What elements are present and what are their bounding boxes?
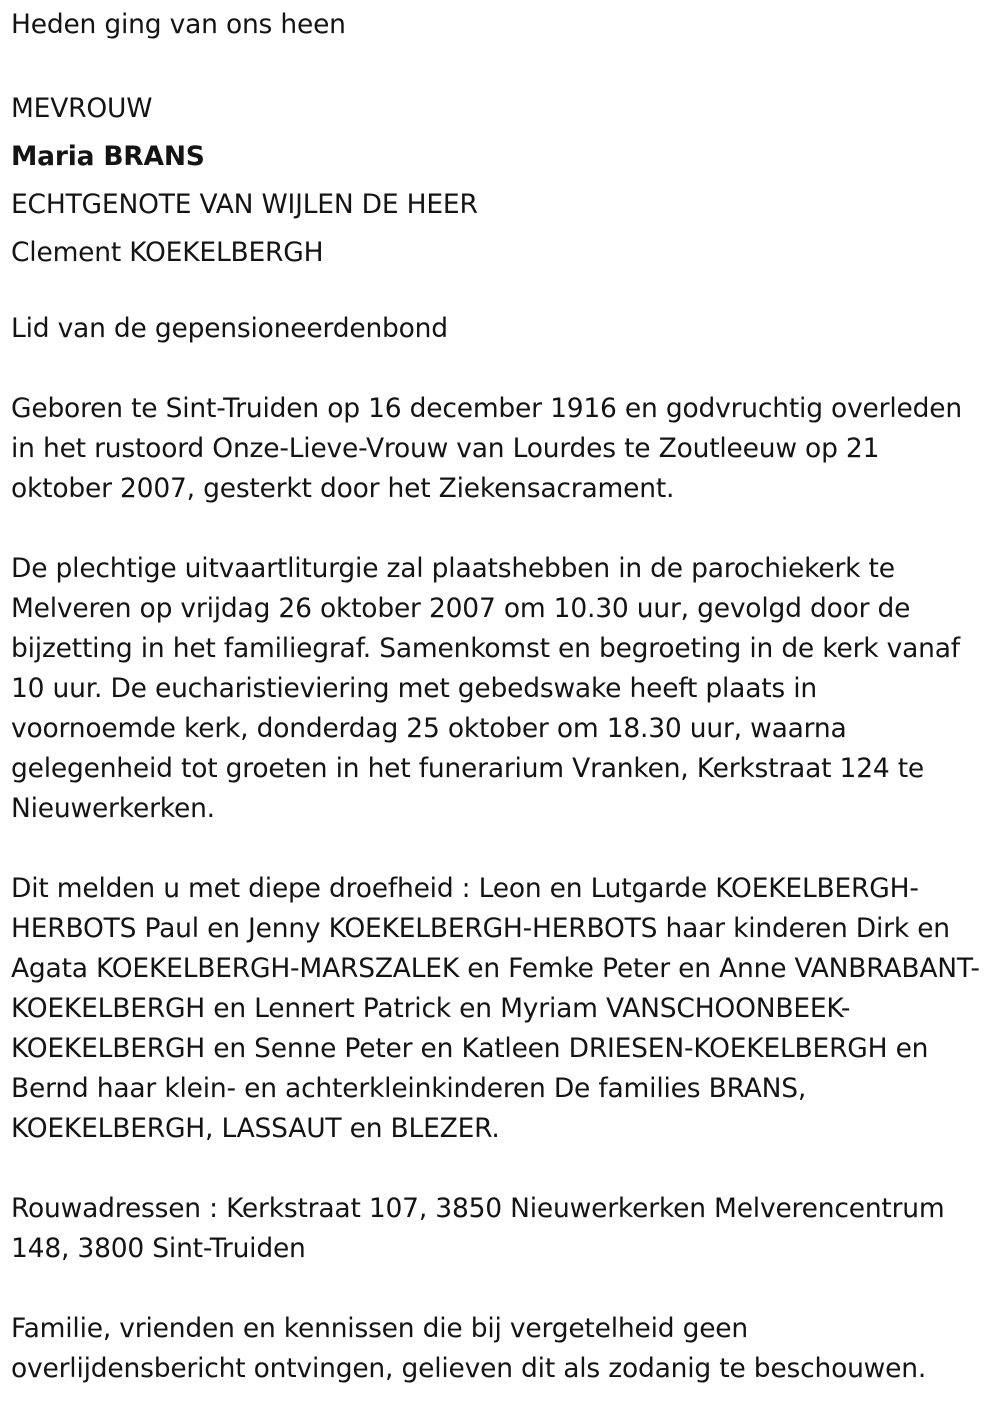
paragraph-line: Familie, vrienden en kennissen die bij vergetelheid geen <box>11 1313 749 1344</box>
paragraph-line: KOEKELBERGH en Lennert Patrick en Myriam VANSCHOONBEEK- <box>11 993 851 1024</box>
closing-paragraph <box>11 1309 986 1389</box>
family-paragraph <box>11 869 986 1149</box>
paragraph-line: Geboren te Sint-Truiden op 16 december 1916 en godvruchtig overleden <box>11 393 962 424</box>
spouse-name: Clement KOEKELBERGH <box>11 237 324 268</box>
paragraph-line: Bernd haar klein- en achterkleinkinderen De families BRANS, <box>11 1073 807 1104</box>
paragraph-line: overlijdensbericht ontvingen, gelieven dit als zodanig te beschouwen. <box>11 1353 927 1384</box>
spacer <box>11 45 986 85</box>
spacer <box>11 349 986 389</box>
paragraph-line: Dit melden u met diepe droefheid : Leon en Lutgarde KOEKELBERGH- <box>11 873 919 904</box>
intro-text: Heden ging van ons heen <box>11 9 346 40</box>
paragraph-line: oktober 2007, gesterkt door het Ziekensacrament. <box>11 473 675 504</box>
obituary-document <box>11 5 986 1389</box>
paragraph-line: Melveren op vrijdag 26 oktober 2007 om 10.30 uur, gevolgd door de <box>11 593 911 624</box>
paragraph-line: Rouwadressen : Kerkstraat 107, 3850 Nieuwerkerken Melverencentrum <box>11 1193 945 1224</box>
paragraph-line: Nieuwerkerken. <box>11 793 215 824</box>
spacer <box>11 509 986 549</box>
spouse-line: ECHTGENOTE VAN WIJLEN DE HEER <box>11 189 478 220</box>
paragraph-line: KOEKELBERGH en Senne Peter en Katleen DRIESEN-KOEKELBERGH en <box>11 1033 929 1064</box>
paragraph-line: bijzetting in het familiegraf. Samenkomst en begroeting in de kerk vanaf <box>11 633 960 664</box>
paragraph-line: De plechtige uitvaartliturgie zal plaatshebben in de parochiekerk te <box>11 553 895 584</box>
addresses-paragraph <box>11 1189 986 1269</box>
funeral-paragraph <box>11 549 986 829</box>
deceased-name: Maria BRANS <box>11 141 205 172</box>
paragraph-line: Agata KOEKELBERGH-MARSZALEK en Femke Peter en Anne VANBRABANT- <box>11 953 980 984</box>
membership-text: Lid van de gepensioneerdenbond <box>11 313 448 344</box>
paragraph-line: KOEKELBERGH, LASSAUT en BLEZER. <box>11 1113 500 1144</box>
birth-death-paragraph <box>11 389 986 509</box>
honorific-title: MEVROUW <box>11 93 153 124</box>
paragraph-line: 148, 3800 Sint-Truiden <box>11 1233 306 1264</box>
paragraph-line: in het rustoord Onze-Lieve-Vrouw van Lourdes te Zoutleeuw op 21 <box>11 433 880 464</box>
paragraph-line: 10 uur. De eucharistieviering met gebedswake heeft plaats in <box>11 673 818 704</box>
spacer <box>11 1269 986 1309</box>
spacer <box>11 1149 986 1189</box>
paragraph-line: gelegenheid tot groeten in het funerarium Vranken, Kerkstraat 124 te <box>11 753 925 784</box>
paragraph-line: voornoemde kerk, donderdag 25 oktober om 18.30 uur, waarna <box>11 713 847 744</box>
spacer <box>11 277 986 309</box>
paragraph-line: HERBOTS Paul en Jenny KOEKELBERGH-HERBOTS haar kinderen Dirk en <box>11 913 950 944</box>
spacer <box>11 829 986 869</box>
